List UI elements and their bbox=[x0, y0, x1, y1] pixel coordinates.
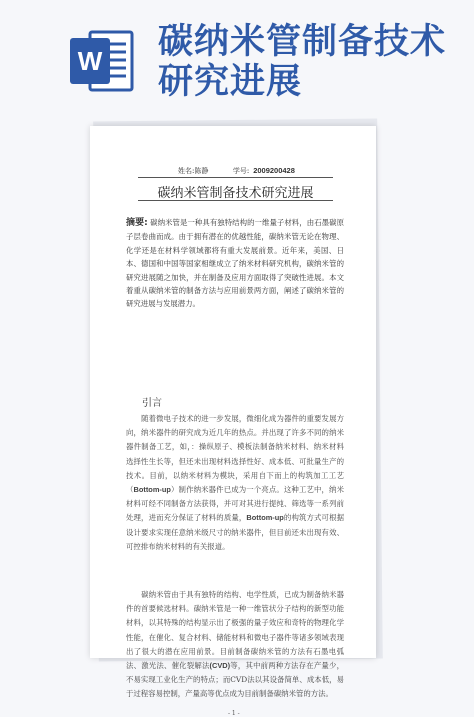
p1-text-b: ）制作纳米器件已成为一个亮点。这种工艺中，纳米材料可经不同制备方法获得，并可对其进行提纯、筛选等一系列前处理，进而充分保证了材料的质量， bbox=[126, 485, 344, 523]
abstract-text: 碳纳米管是一种具有独特结构的一维量子材料，由石墨碳原子层卷曲而成。由于拥有潜在的优越性能，碳纳米管无论在物理、化学还是在材料学领域都将有重大发展前景。近年来，美国、日本、德国和中国等国家相继成立了纳米材料研究机构，碳纳米管的研究进展随之加快，并在制备及应用方面取得了突破性进展。本文着重从碳纳米管的制备方法与应用前景两方面，阐述了碳纳米管的研究进展与发展潜力。 bbox=[126, 218, 344, 309]
p1-text-a: 随着微电子技术的进一步发展，微细化成为器件的重要发展方向，纳米器件的研究成为近几年的热点。并出现了许多不同的纳米器件制备工艺，如，：操纵原子、模板法制备纳米材料、纳米材料选择性生长等，但还未出现材料选择性好、成本低、可批量生产的技术。目前，以纳米材料为模块，采用自下而上的构筑加工工艺（ bbox=[126, 414, 344, 495]
word-document-icon bbox=[68, 28, 136, 94]
paragraph-1 bbox=[126, 412, 344, 554]
title-line-1: 碳纳米管制备技术 bbox=[158, 22, 447, 62]
page-number: - 1 - bbox=[228, 710, 240, 717]
name-value: 陈静 bbox=[194, 167, 209, 175]
id-value: 2009200428 bbox=[253, 166, 295, 175]
id-label: 学号: bbox=[232, 167, 250, 175]
svg-text:W: W bbox=[77, 46, 103, 76]
document-page bbox=[90, 126, 376, 717]
title-line-2: 研究进展 bbox=[158, 62, 303, 102]
intro-heading: 引言 bbox=[142, 398, 162, 409]
title-rule-bottom bbox=[138, 200, 333, 201]
page-title bbox=[158, 22, 446, 102]
paragraph-2 bbox=[126, 588, 344, 702]
p2-term: (CVD) bbox=[209, 661, 231, 671]
p1-term-1: Bottom-up bbox=[133, 485, 171, 495]
p2-text-a: 碳纳米管由于具有独特的结构、电学性质，已成为制备纳米器件的首要候选材料。碳纳米管是一种一维管状分子结构的新型功能材料，以其特殊的结构显示出了极强的量子效应和奇特的物理化学性能，在催化、复合材料、储能材料和微电子器件等诸多领域表现出了很大的潜在应用前景。目前制备碳纳米管的方法有石墨电弧法、激光法、催化裂解法 bbox=[126, 590, 344, 671]
author-info bbox=[178, 166, 295, 176]
abstract-label: 摘要: bbox=[126, 218, 148, 228]
p2-text-b: 等，其中前两种方法存在产量少，不易实现工业化生产的特点；而CVD法以其设备简单、成本低，易于过程容易控制，产量高等优点成为目前制备碳纳米管的方法。 bbox=[126, 661, 344, 699]
p1-term-2: Bottom-up bbox=[246, 513, 284, 523]
abstract bbox=[126, 216, 344, 311]
header bbox=[0, 0, 474, 118]
document-title: 碳纳米管制备技术研究进展 bbox=[157, 186, 314, 201]
title-rule-top bbox=[138, 177, 333, 178]
name-label: 姓名: bbox=[178, 167, 195, 175]
p1-text-c: 的构筑方式可根据设计要求实现任意纳米级尺寸的纳米器件，但目前还未出现有效、可控排布纳米材料的有关报道。 bbox=[126, 513, 344, 551]
